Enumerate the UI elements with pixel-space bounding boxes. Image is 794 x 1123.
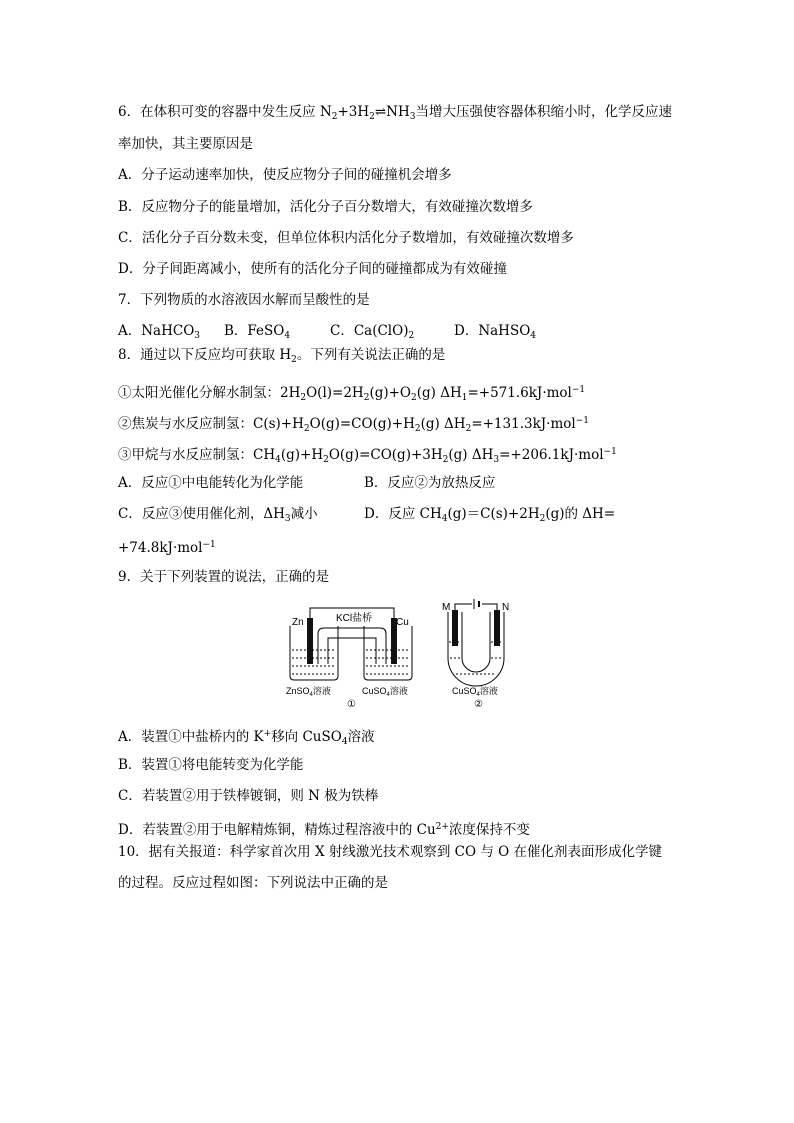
q8-options-ab xyxy=(118,473,718,493)
q6-option-c: C．活化分子百分数未变，但单位体积内活化分子数增加，有效碰撞次数增多 xyxy=(118,230,574,246)
q8-reaction-2: ②焦炭与水反应制氢：$C(s)+H_2O(g)=CO(g)+H_2(g)$ $\Delta H_2=+131.3kJ\cdot mol^{-1}$ xyxy=(118,416,589,434)
m-label: M xyxy=(442,602,451,613)
salt-bridge-label: KCl盐桥 xyxy=(336,613,373,624)
q8-reaction-1: ①太阳光催化分解水制氢：$2H_2O(l)=2H_2(g)+O_2(g)$ $\Delta H_1=+571.6kJ\cdot mol^{-1}$ xyxy=(118,385,586,403)
zn-electrode xyxy=(307,618,313,664)
q10-stem-line2: 的过程。反应过程如图：下列说法中正确的是 xyxy=(118,875,388,891)
q7-option-d: D．NaHSO$_4$ xyxy=(454,323,537,341)
q7-option-c: C．$Ca(ClO)_2$ xyxy=(330,323,415,341)
q7-stem: 7．下列物质的水溶液因水解而呈酸性的是 xyxy=(118,292,370,308)
q9-figure xyxy=(284,598,524,710)
q6-option-d: D．分子间距离减小，使所有的活化分子间的碰撞都成为有效碰撞 xyxy=(118,261,507,277)
cuso4-label: CuSO$_4$溶液 xyxy=(362,686,408,698)
q6-option-b: B．反应物分子的能量增加，活化分子百分数增大，有效碰撞次数增多 xyxy=(118,199,533,215)
znso4-label: ZnSO$_4$溶液 xyxy=(286,686,331,698)
zn-label: Zn xyxy=(292,617,304,628)
q6-stem-line1: 6．在体积可变的容器中发生反应 $N_2+3H_2\rightleftharpoons NH_3$当增大压强使容器体积缩小时，化学反应速 xyxy=(118,104,672,122)
q8-options-cd xyxy=(118,504,718,524)
cu-label: Cu xyxy=(396,617,409,628)
cuso4-label-2: CuSO$_4$溶液 xyxy=(452,686,498,698)
q7-option-a: A．NaHCO$_3$ xyxy=(118,323,201,341)
q9-stem: 9．关于下列装置的说法，正确的是 xyxy=(118,569,330,585)
q8-option-d: D．反应 $CH_4(g)=C(s)+2H_2(g)$的 ΔH= xyxy=(364,506,616,524)
q8-option-c: C．反应③使用催化剂，$\Delta H_3$减小 xyxy=(118,506,318,524)
m-electrode xyxy=(452,610,458,646)
q6-stem-line2: 率加快，其主要原因是 xyxy=(118,136,253,152)
q9-option-b: B．装置①将电能转变为化学能 xyxy=(118,757,304,773)
q8-reaction-3: ③甲烷与水反应制氢：$CH_4(g)+H_2O(g)=CO(g)+3H_2(g)$ $\Delta H_3=+206.1kJ\cdot mol^{-1}$ xyxy=(118,447,617,465)
q7-options xyxy=(118,321,718,341)
q8-stem: 8．通过以下反应均可获取 $H_2$。下列有关说法正确的是 xyxy=(118,347,446,365)
q9-option-d: D．若装置②用于电解精炼铜，精炼过程溶液中的 $Cu^{2+}$浓度保持不变 xyxy=(118,822,530,838)
q6-option-a: A．分子运动速率加快，使反应物分子间的碰撞机会增多 xyxy=(118,167,452,183)
q9-option-c: C．若装置②用于铁棒镀铜，则 N 极为铁棒 xyxy=(118,788,379,804)
q10-stem-line1: 10．据有关报道：科学家首次用 X 射线激光技术观察到 CO 与 O 在催化剂表面形成化学键 xyxy=(118,844,663,860)
q9-option-a: A．装置①中盐桥内的 K+移向 CuSO$_4$溶液 xyxy=(118,729,375,747)
n-label: N xyxy=(502,602,510,613)
n-electrode xyxy=(494,610,500,646)
q7-option-b: B．FeSO$_4$ xyxy=(224,323,291,341)
q8-option-b: B．反应②为放热反应 xyxy=(364,475,496,491)
q8-option-d-continued: +74.8kJ·mol$^{-1}$ xyxy=(118,540,216,556)
q8-option-a: A．反应①中电能转化为化学能 xyxy=(118,475,304,491)
device-1-label: ① xyxy=(347,699,356,710)
device-2-label: ② xyxy=(474,699,483,710)
